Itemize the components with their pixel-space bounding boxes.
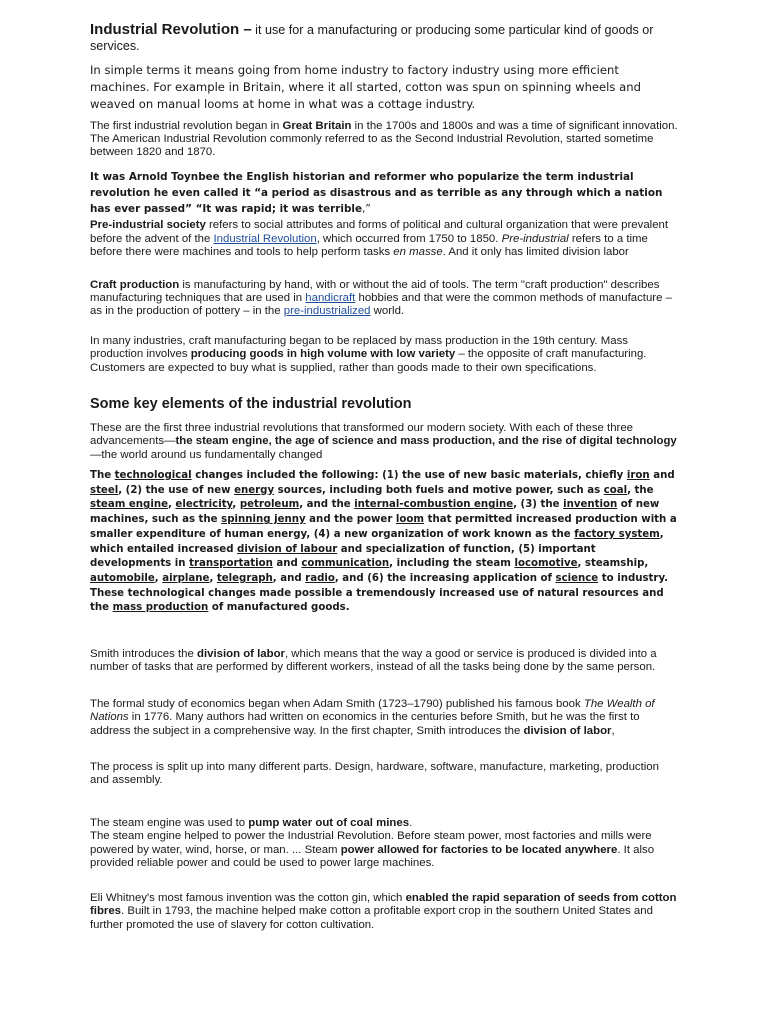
preindustrial-paragraph — [90, 219, 680, 260]
term-locomotive: locomotive — [514, 558, 578, 570]
text-span: hobbies and that were the common methods of manufacture – as in the production of pottery – in the — [90, 292, 672, 317]
text-span: The first industrial revolution began in — [90, 120, 283, 132]
text-span: ,” — [362, 203, 371, 215]
toynbee-paragraph — [90, 169, 680, 217]
text-span: , — [611, 724, 615, 737]
text-span: , which occurred from 1750 to 1850. — [316, 232, 502, 245]
text-span: to industry. These technological changes made possible a tremendously increased use of natural resources and the — [90, 572, 669, 614]
text-span: , and — [272, 572, 306, 584]
craft-production-paragraph — [90, 279, 680, 318]
craft-production-term: Craft production — [90, 279, 180, 291]
text-span: that permitted increased production with a smaller expenditure of human energy, (4) a new organization of work known as the — [90, 514, 677, 540]
term-automobile: automobile — [90, 572, 155, 584]
text-span: , — [154, 572, 163, 584]
term-electricity: electricity — [175, 499, 233, 511]
industrial-revolution-link[interactable]: Industrial Revolution — [213, 232, 317, 245]
term-invention: invention — [563, 499, 618, 511]
adam-smith-paragraph — [90, 698, 680, 738]
text-span: in the 1700s and 1800s and was a time of significant innovation. The American Industrial Revolution commonly referred to as the Second Industrial Revolution, started sometime between 1820 and 1870. — [90, 120, 678, 158]
intro-definition: it use for a manufacturing or producing some particular kind of goods or services. — [90, 23, 654, 53]
text-span: . — [409, 817, 413, 829]
text-span: . Built in 1793, the machine helped make cotton a profitable export crop in the southern United States and further promoted the use of slavery for cotton cultivation. — [90, 905, 653, 931]
term-iron: iron — [626, 470, 650, 481]
intro-paragraph — [90, 22, 680, 54]
text-span: , (3) the — [513, 499, 564, 511]
text-span: Smith introduces the — [90, 648, 197, 660]
text-span: The — [90, 470, 115, 481]
text-span: It was Arnold Toynbee the English historian and reformer who popularize the term industrial revolution he even called it — [90, 171, 634, 199]
text-span: and the power — [305, 514, 396, 526]
technological-changes-paragraph — [90, 469, 680, 616]
intro-term: Industrial Revolution – — [90, 21, 252, 38]
great-britain-bold: Great Britain — [282, 120, 352, 132]
text-span: and specialization of function, (5) important developments in — [90, 543, 596, 570]
term-coal: coal — [603, 484, 628, 496]
term-spinning-jenny: spinning jenny — [221, 514, 306, 526]
term-technological: technological — [114, 470, 192, 481]
text-span: of new machines, such as the — [90, 499, 660, 526]
text-span: in 1776. Many authors had written on economics in the centuries before Smith, but he was the first to address the subject in a comprehensive way. In the first chapter, Smith introduces the — [90, 711, 640, 737]
term-internal-combustion-engine: internal-combustion engine — [354, 499, 514, 511]
term-transportation: transportation — [189, 558, 273, 570]
eli-whitney-paragraph — [90, 892, 680, 932]
term-steam-engine: steam engine — [90, 499, 168, 511]
term-division-of-labour: division of labour — [237, 543, 338, 555]
term-loom: loom — [395, 514, 425, 526]
text-span: . And it only has limited division labor — [442, 246, 629, 258]
toynbee-quote: “a period as disastrous and as terrible as any through which a nation has ever passed” “It was rapid; it was terrible — [90, 187, 663, 215]
term-telegraph: telegraph — [216, 572, 273, 584]
text-span: and — [272, 558, 302, 570]
simple-terms-paragraph: In simple terms it means going from home industry to factory industry using more efficient machines. For example in Britain, where it all started, cotton was spun on spinning wheels and weaved on manual looms at home in what was a cottage industry. — [90, 63, 641, 111]
text-span: , the — [627, 484, 654, 496]
text-span: , — [209, 572, 217, 584]
preindustrial-term: Pre-industrial society — [90, 219, 206, 231]
mass-production-paragraph — [90, 335, 680, 375]
pre-industrialized-link[interactable]: pre-industrialized — [283, 305, 371, 317]
text-span: —the world around us fundamentally changed — [90, 448, 323, 461]
term-petroleum: petroleum — [239, 499, 300, 511]
text-span: The steam engine helped to power the Industrial Revolution. Before steam power, most factories and mills were powered by water, wind, horse, or man. ... Steam — [90, 830, 652, 856]
term-airplane: airplane — [162, 572, 210, 584]
division-of-labor-paragraph — [90, 648, 680, 675]
first-revolution-paragraph — [90, 120, 680, 159]
text-span: – the opposite of craft manufacturing. Customers are expected to buy what is supplied, rather than goods made to their own specifications. — [90, 348, 647, 374]
text-span: , steamship, — [577, 558, 649, 570]
mass-production-bold: producing goods in high volume with low variety — [190, 348, 456, 361]
text-span: , including the steam — [389, 558, 515, 570]
text-span: , and (6) the increasing application of — [334, 572, 556, 584]
three-revolutions-paragraph — [90, 422, 680, 462]
process-paragraph: The process is split up into many different parts. Design, hardware, software, manufacture, marketing, production and assembly. — [90, 761, 659, 787]
term-radio: radio — [305, 572, 335, 584]
text-span: , and the — [299, 499, 355, 511]
text-span: sources, including both fuels and motive power, such as — [274, 484, 604, 496]
text-span: and — [649, 470, 675, 481]
three-advancements-bold: the steam engine, the age of science and mass production, and the rise of digital technology — [175, 435, 677, 448]
division-of-labor-bold: division of labor — [197, 648, 285, 660]
text-span: refers to social attributes and forms of political and cultural organization that were prevalent before the advent of the — [90, 219, 669, 245]
term-science: science — [555, 572, 599, 584]
handicraft-link[interactable]: handicraft — [305, 292, 356, 304]
text-span: , which entailed increased — [90, 528, 664, 555]
text-span: . It also provided reliable power and could be used to power large machines. — [90, 843, 655, 870]
steam-engine-paragraph — [90, 817, 680, 871]
term-mass-production: mass production — [112, 602, 209, 614]
pump-water-bold: pump water out of coal mines — [248, 817, 410, 829]
text-span: In many industries, craft manufacturing began to be replaced by mass production in the 19th century. Mass production involves — [90, 335, 628, 361]
term-factory-system: factory system — [574, 528, 660, 540]
rapid-separation-bold: enabled the rapid separation of seeds from cotton fibres — [90, 892, 677, 918]
term-steel: steel — [90, 484, 119, 496]
section-heading: Some key elements of the industrial revolution — [90, 396, 412, 412]
italic-span: Pre-industrial — [501, 232, 569, 245]
text-span: The steam engine was used to — [90, 817, 249, 829]
text-span: is manufacturing by hand, with or without the aid of tools. The term "craft production" describes manufacturing techniques that are used in — [90, 279, 660, 304]
text-span: , — [232, 499, 240, 511]
power-allowed-bold: power allowed for factories to be located anywhere — [340, 843, 618, 856]
text-span: , (2) the use of new — [118, 484, 235, 496]
text-span: refers to a time before there were machines and tools to help perform tasks — [90, 232, 648, 258]
text-span: The formal study of economics began when Adam Smith (1723–1790) published his famous book — [90, 698, 584, 710]
division-of-labor-bold: division of labor — [523, 724, 612, 737]
text-span: world. — [370, 305, 405, 317]
text-span: , which means that the way a good or service is produced is divided into a number of tasks that are performed by different workers, instead of all the tasks being done by the same person. — [90, 648, 657, 674]
text-span: of manufactured goods. — [208, 602, 350, 614]
text-span: changes included the following: (1) the use of new basic materials, chiefly — [191, 470, 627, 481]
text-span: These are the first three industrial revolutions that transformed our modern society. With each of these three advancements— — [90, 422, 634, 448]
italic-span: en masse — [393, 246, 443, 258]
text-span: , — [168, 499, 176, 511]
term-communication: communication — [301, 558, 390, 570]
term-energy: energy — [234, 484, 275, 496]
book-title: The Wealth of Nations — [90, 698, 655, 724]
text-span: Eli Whitney's most famous invention was the cotton gin, which — [90, 892, 406, 904]
